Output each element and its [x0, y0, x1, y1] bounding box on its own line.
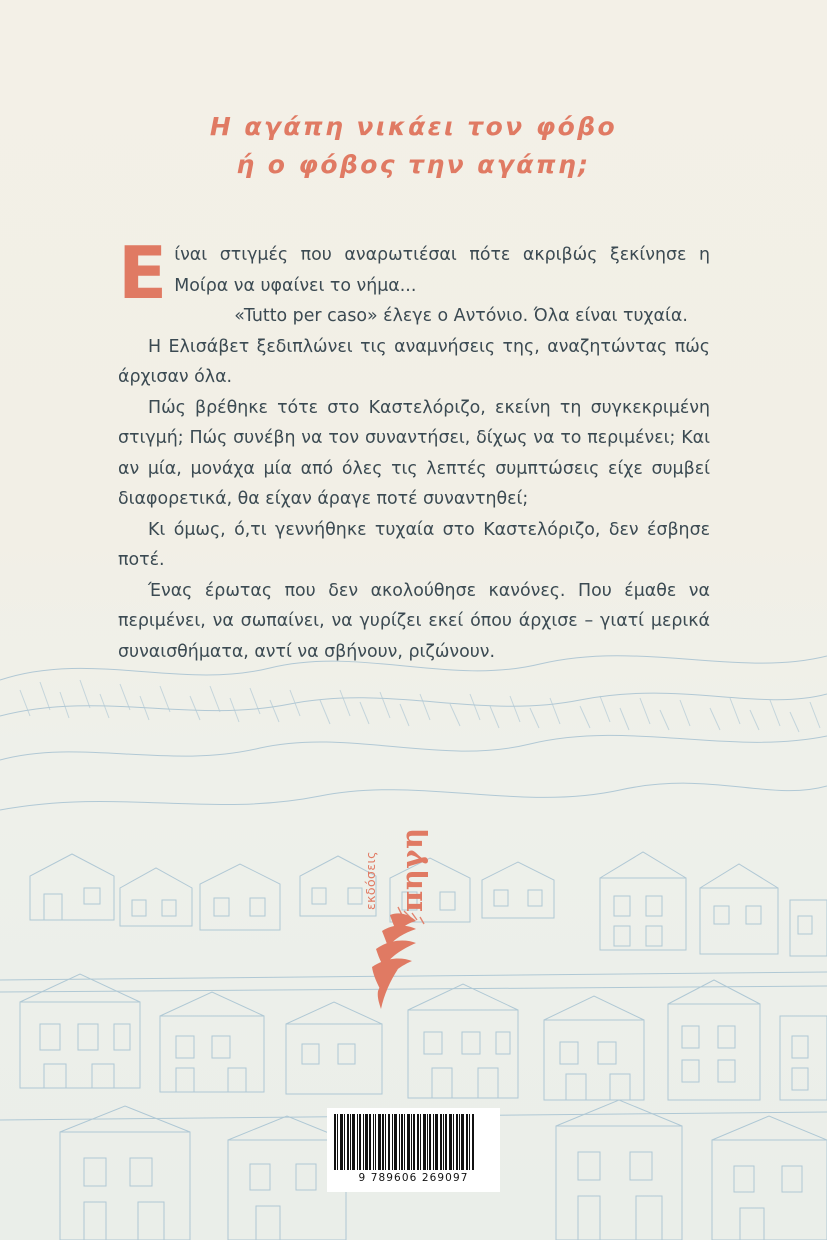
barcode [327, 1108, 500, 1192]
blurb-paragraph-6: Ένας έρωτας που δεν ακολούθησε κανόνες. Που έμαθε να περιμένει, να σωπαίνει, να γυρίζει εκεί όπου άρχισε – γιατί μερικά συναισθήματα, αντί να σβήνουν, ριζώνουν. [118, 580, 710, 662]
back-cover-blurb [118, 231, 710, 667]
headline-line-1: Η αγάπη νικάει τον φόβο [209, 112, 618, 141]
publisher-logo [355, 780, 429, 920]
blurb-paragraph-5: Κι όμως, ό,τι γεννήθηκε τυχαία στο Καστελόριζο, δεν έσβησε ποτέ. [118, 519, 710, 570]
page-headline [0, 108, 827, 184]
blurb-paragraph-2: «Tutto per caso» έλεγε ο Αντόνιο. Όλα είναι τυχαία. [234, 306, 688, 326]
drop-cap-letter: Ε [118, 231, 167, 315]
publisher-name: πηγη [395, 827, 429, 912]
headline-line-2: ή ο φόβος την αγάπη; [236, 150, 591, 179]
barcode-bars [334, 1114, 493, 1170]
barcode-digits: 9 789606 269097 [358, 1172, 469, 1184]
feather-quill-icon [360, 905, 430, 1015]
blurb-paragraph-1: ίναι στιγμές που αναρωτιέσαι πότε ακριβώς ξεκίνησε η Μοίρα να υφαίνει το νήμα... [174, 245, 710, 296]
publisher-label: εκδόσεις [363, 851, 378, 910]
blurb-paragraph-3: Η Ελισάβετ ξεδιπλώνει τις αναμνήσεις της, αναζητώντας πώς άρχισαν όλα. [118, 336, 710, 387]
blurb-paragraph-4: Πώς βρέθηκε τότε στο Καστελόριζο, εκείνη τη συγκεκριμένη στιγμή; Πώς συνέβη να τον συναντήσει, δίχως να το περιμένει; Και αν μία, μονάχα μία από όλες τις λεπτές συμπτώσεις είχε συμβεί διαφορετικά, θα είχαν άραγε ποτέ συναντηθεί; [118, 397, 710, 509]
